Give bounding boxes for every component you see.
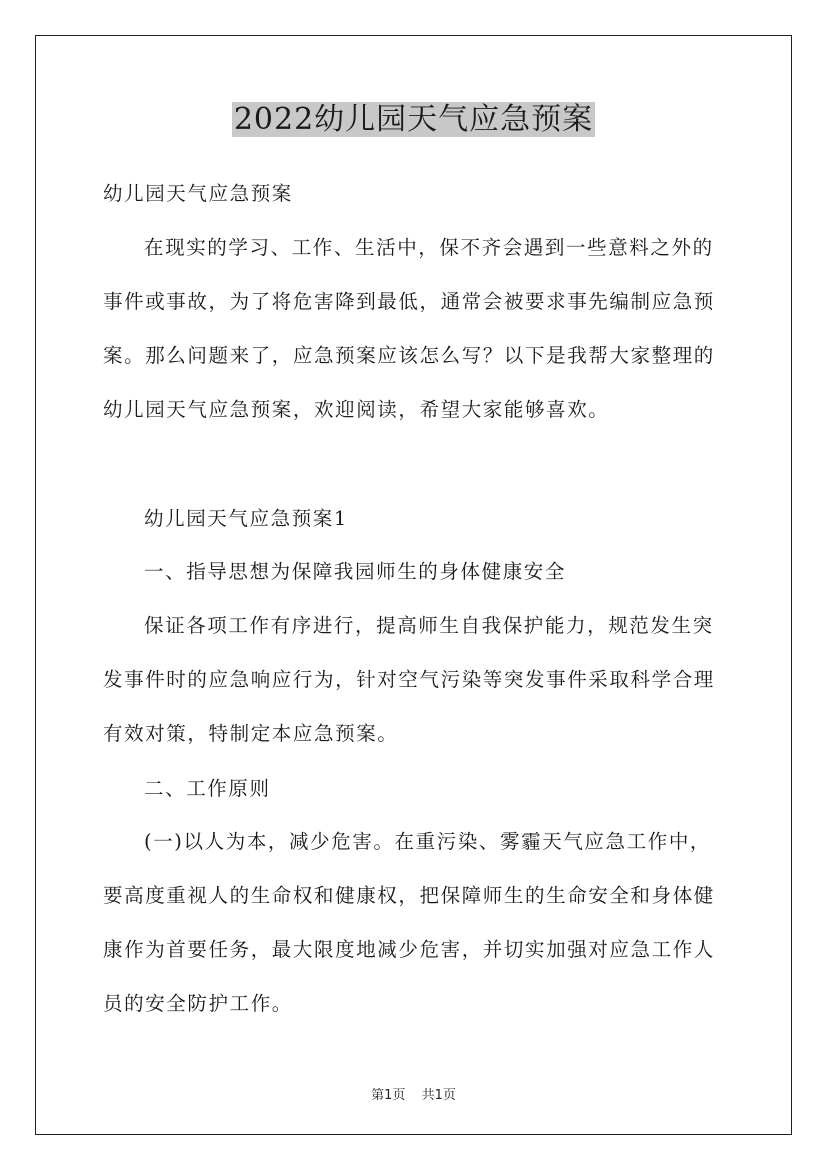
heading-guiding-ideology: 一、指导思想为保障我园师生的身体健康安全 [144,560,567,583]
document-title-wrapper [0,98,827,142]
page-number: 第1页 [371,1088,406,1103]
document-title: 2022幼儿园天气应急预案 [233,102,594,137]
paragraph-work-principles: (一)以人为本，减少危害。在重污染、雾霾天气应急工作中，要高度重视人的生命权和健康权，把保障师生的生命安全和身体健康作为首要任务，最大限度地减少危害，并切实加强对应急工作人员的安全防护工作。 [103,830,715,1015]
paragraph-guiding-ideology: 保证各项工作有序进行，提高师生自我保护能力，规范发生突发事件时的应急响应行为，针对空气污染等突发事件采取科学合理有效对策，特制定本应急预案。 [103,614,715,745]
page-footer [0,1084,827,1103]
heading-work-principles: 二、工作原则 [144,777,271,800]
intro-paragraph: 在现实的学习、工作、生活中，保不齐会遇到一些意料之外的事件或事故，为了将危害降到最低，通常会被要求事先编制应急预案。那么问题来了，应急预案应该怎么写？以下是我帮大家整理的幼儿园天气应急预案，欢迎阅读，希望大家能够喜欢。 [103,236,715,421]
section-heading: 幼儿园天气应急预案1 [144,507,348,530]
page-total: 共1页 [421,1088,456,1103]
document-subtitle: 幼儿园天气应急预案 [103,182,293,205]
